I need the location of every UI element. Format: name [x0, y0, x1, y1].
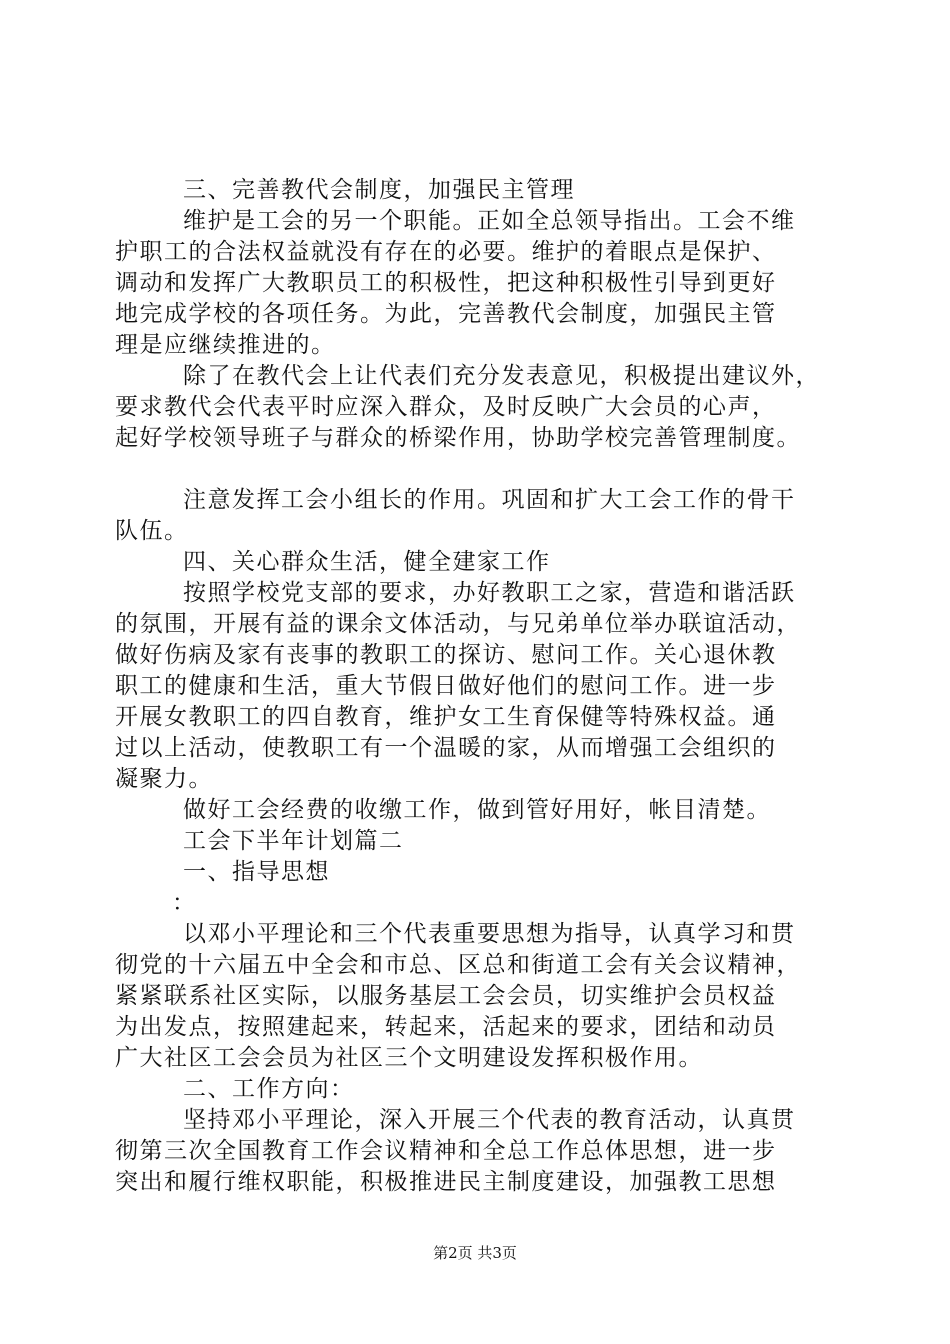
paragraph-line: 注意发挥工会小组长的作用。巩固和扩大工会工作的骨干: [183, 487, 796, 513]
paragraph-line: 彻第三次全国教育工作会议精神和全总工作总体思想，进一步: [115, 1138, 777, 1164]
paragraph-line: 维护是工会的另一个职能。正如全总领导指出。工会不维: [183, 208, 796, 234]
paragraph-line: 突出和履行维权职能，积极推进民主制度建设，加强教工思想: [115, 1169, 777, 1195]
paragraph-line: 紧紧联系社区实际，以服务基层工会会员，切实维护会员权益: [115, 983, 777, 1009]
paragraph-line: 做好工会经费的收缴工作，做到管好用好，帐目清楚。: [183, 797, 771, 823]
paragraph-line: 坚持邓小平理论，深入开展三个代表的教育活动，认真贯: [183, 1107, 796, 1133]
subtitle-heading: 工会下半年计划篇二: [183, 828, 404, 854]
paragraph-line: 按照学校党支部的要求，办好教职工之家，营造和谐活跃: [183, 580, 796, 606]
paragraph-line: 要求教代会代表平时应深入群众，及时反映广大会员的心声，: [115, 394, 777, 420]
paragraph-line: 以邓小平理论和三个代表重要思想为指导，认真学习和贯: [183, 921, 796, 947]
paragraph-line: 职工的健康和生活，重大节假日做好他们的慰问工作。进一步: [115, 673, 777, 699]
section-heading-1: 一、指导思想: [183, 859, 330, 885]
paragraph-line: 理是应继续推进的。: [115, 332, 336, 358]
paragraph-line: 凝聚力。: [115, 766, 213, 792]
paragraph-line: 广大社区工会会员为社区三个文明建设发挥积极作用。: [115, 1045, 703, 1071]
paragraph-line: 调动和发挥广大教职员工的积极性，把这种积极性引导到更好: [115, 270, 777, 296]
paragraph-line: 做好伤病及家有丧事的教职工的探访、慰问工作。关心退休教: [115, 642, 777, 668]
section-heading-4: 四、关心群众生活，健全建家工作: [183, 549, 551, 575]
colon-line: ：: [172, 890, 197, 916]
paragraph-line: 的氛围，开展有益的课余文体活动，与兄弟单位举办联谊活动，: [115, 611, 801, 637]
section-heading-2: 二、工作方向：: [183, 1076, 355, 1102]
paragraph-line: 起好学校领导班子与群众的桥梁作用，协助学校完善管理制度。: [115, 425, 801, 451]
paragraph-line: 过以上活动，使教职工有一个温暖的家，从而增强工会组织的: [115, 735, 777, 761]
paragraph-line: 护职工的合法权益就没有存在的必要。维护的着眼点是保护、: [115, 239, 777, 265]
paragraph-line: 地完成学校的各项任务。为此，完善教代会制度，加强民主管: [115, 301, 777, 327]
paragraph-line: 开展女教职工的四自教育，维护女工生育保健等特殊权益。通: [115, 704, 777, 730]
paragraph-line: 彻党的十六届五中全会和市总、区总和街道工会有关会议精神，: [115, 952, 801, 978]
paragraph-line: 为出发点，按照建起来，转起来，活起来的要求，团结和动员: [115, 1014, 777, 1040]
paragraph-line: 队伍。: [115, 518, 189, 544]
paragraph-line: 除了在教代会上让代表们充分发表意见，积极提出建议外，: [183, 363, 820, 389]
page-number-footer: 第2页 共3页: [433, 1244, 517, 1262]
section-heading-3: 三、完善教代会制度，加强民主管理: [183, 177, 575, 203]
